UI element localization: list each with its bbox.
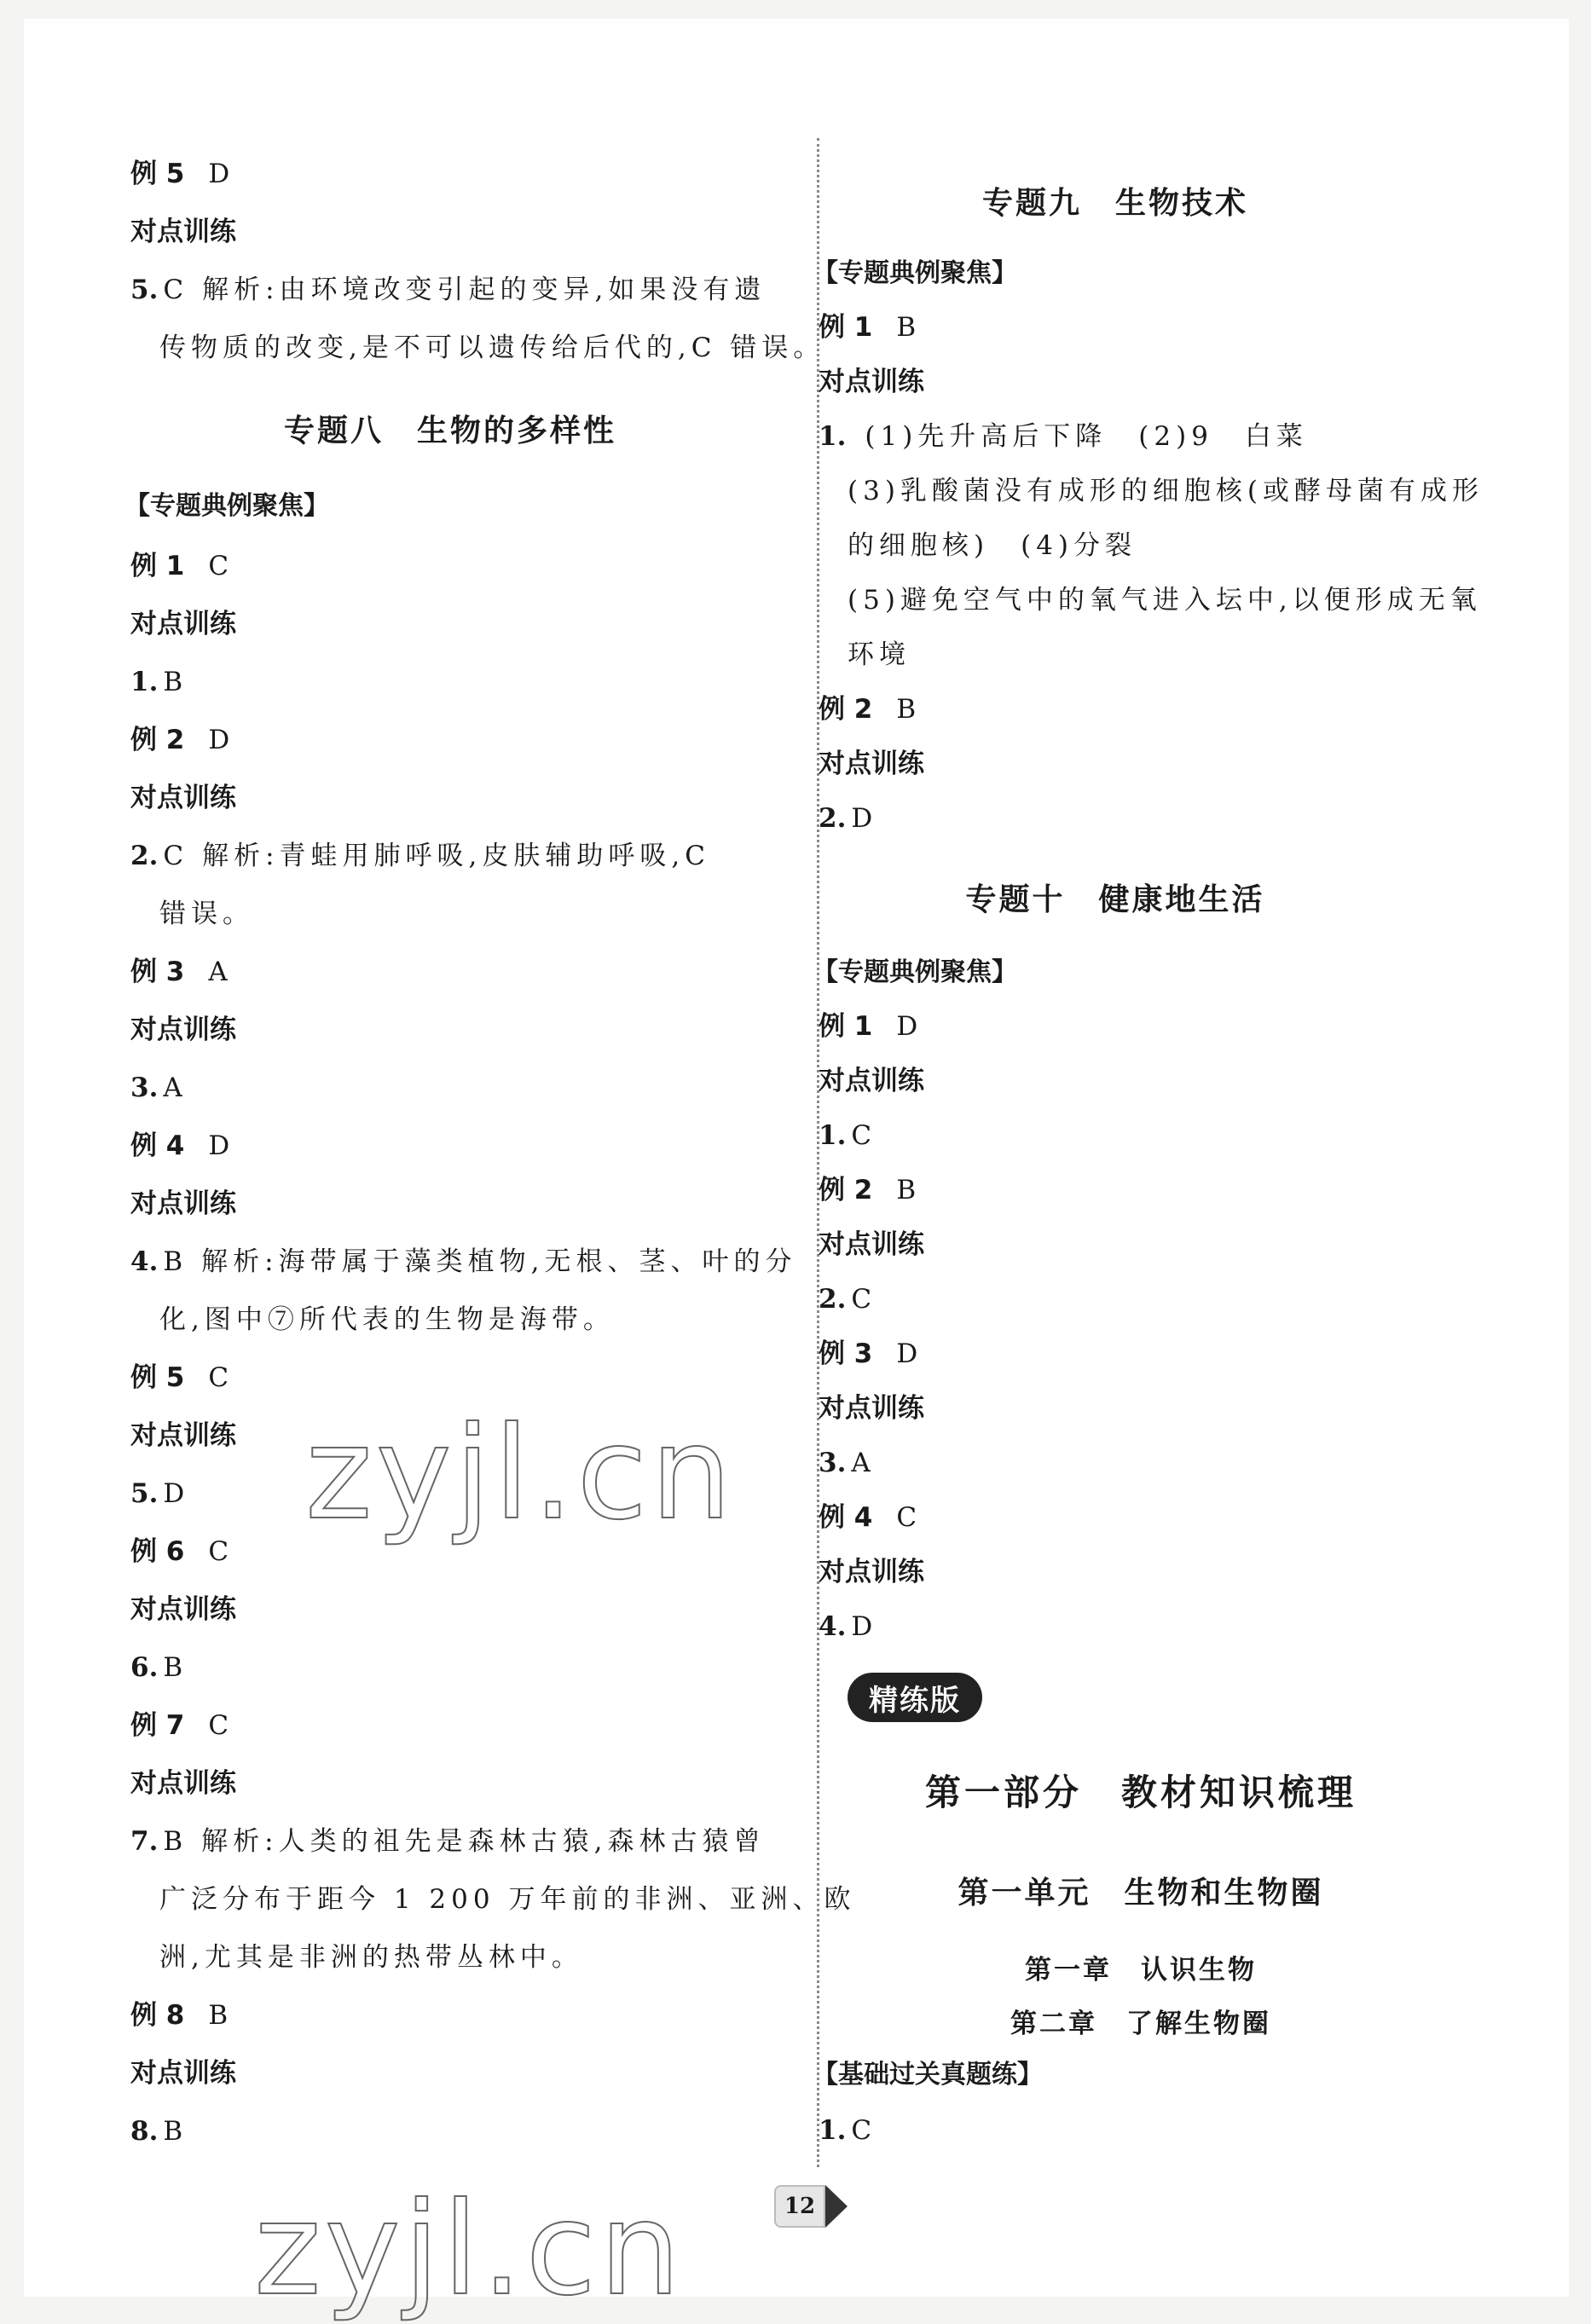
answer-line <box>130 1591 236 1628</box>
example-label: 例 4 <box>819 1502 873 1533</box>
practice-label: 对点训练 <box>819 1393 924 1424</box>
answer-line <box>130 155 229 193</box>
answer-line <box>130 271 766 309</box>
answer-choice: B <box>163 1826 183 1857</box>
answer-line <box>130 2113 182 2150</box>
example-label: 例 7 <box>130 1710 185 1741</box>
practice-label: 对点训练 <box>130 783 236 813</box>
answer-line <box>819 1499 917 1536</box>
question-number: 1. <box>130 667 159 697</box>
answer-choice: C <box>851 2115 872 2146</box>
question-number: 1. <box>819 421 847 452</box>
section-9-title: 专题九 生物技术 <box>981 186 1248 221</box>
page-number-label: 12 <box>774 2185 825 2228</box>
explanation-text: 的细胞核) (4)分裂 <box>848 530 1137 561</box>
page-number <box>774 2184 856 2229</box>
answer-choice: C <box>851 1120 872 1151</box>
answer-line <box>130 1533 229 1570</box>
practice-label: 对点训练 <box>130 2058 236 2089</box>
answer-line <box>819 745 924 783</box>
answer-choice: B <box>896 1175 917 1205</box>
explanation-text: (1)先升高后下降 (2)9 白菜 <box>865 421 1308 452</box>
answer-choice: B <box>163 2116 183 2147</box>
answer-line <box>130 663 182 701</box>
answer-line <box>130 1011 236 1049</box>
answer-line <box>130 1359 229 1396</box>
answer-line <box>130 837 710 875</box>
part-title: 第一部分 教材知识梳理 <box>924 1772 1357 1813</box>
watermark: zyjl.cn <box>305 1400 736 1548</box>
example-label: 例 5 <box>130 1362 185 1393</box>
question-number: 2. <box>819 803 847 834</box>
answer-choice: C <box>208 1536 229 1567</box>
answer-line <box>819 418 1308 455</box>
question-number: 4. <box>819 1611 847 1642</box>
question-number: 1. <box>819 2115 847 2146</box>
answer-line <box>819 1553 924 1591</box>
practice-label: 对点训练 <box>130 609 236 639</box>
practice-label: 对点训练 <box>819 1557 924 1587</box>
practice-label: 对点训练 <box>819 1066 924 1096</box>
answer-choice: C <box>163 275 184 305</box>
answer-line <box>130 1243 796 1281</box>
page <box>24 19 1569 2324</box>
answer-line <box>819 1117 871 1154</box>
question-number: 1. <box>819 1120 847 1151</box>
page-arrow-icon <box>825 2185 848 2228</box>
practice-label: 对点训练 <box>130 1015 236 1045</box>
answer-choice: A <box>163 1072 182 1103</box>
question-number: 4. <box>130 1246 159 1277</box>
answer-choice: D <box>896 1338 918 1369</box>
answer-choice: D <box>208 1130 230 1161</box>
watermark: zyjl.cn <box>254 2176 685 2324</box>
answer-choice: B <box>896 312 917 343</box>
explanation-text: 解析:青蛙用肺呼吸,皮肤辅助呼吸,C <box>202 841 710 871</box>
question-number: 3. <box>130 1072 159 1103</box>
chapter-1-title: 第一章 认识生物 <box>1025 1955 1257 1986</box>
example-label: 例 1 <box>819 1011 873 1042</box>
explanation-text: (3)乳酸菌没有成形的细胞核(或酵母菌有成形 <box>848 476 1484 506</box>
answer-line <box>848 527 1137 564</box>
answer-choice: B <box>208 2000 229 2031</box>
answer-line <box>130 1765 236 1802</box>
answer-line <box>819 309 916 346</box>
explanation-text: 传物质的改变,是不可以遗传给后代的,C 错误。 <box>159 332 825 363</box>
answer-line <box>130 1127 229 1165</box>
example-label: 例 1 <box>130 551 185 581</box>
example-label: 例 2 <box>819 1175 873 1205</box>
answer-line <box>130 1417 236 1454</box>
answer-line <box>819 2112 871 2149</box>
answer-line <box>848 636 911 673</box>
answer-choice: D <box>208 159 230 189</box>
example-label: 例 2 <box>130 725 185 755</box>
example-label: 例 3 <box>819 1338 873 1369</box>
explanation-text: 洲,尤其是非洲的热带丛林中。 <box>159 1942 583 1973</box>
answer-choice: C <box>163 841 184 871</box>
answer-line <box>159 895 254 933</box>
answer-line <box>130 1069 182 1107</box>
question-number: 8. <box>130 2116 159 2147</box>
section-10-focus-label: 【专题典例聚焦】 <box>813 957 1017 987</box>
answer-line <box>819 1444 871 1482</box>
answer-line <box>819 1335 917 1373</box>
answer-choice: C <box>208 1362 229 1393</box>
answer-line <box>848 472 1484 510</box>
example-label: 例 8 <box>130 2000 185 2031</box>
answer-line <box>819 1062 924 1100</box>
section-8-focus-label: 【专题典例聚焦】 <box>124 491 329 521</box>
practice-label: 对点训练 <box>130 1420 236 1451</box>
answer-choice: D <box>163 1478 185 1509</box>
answer-line <box>130 779 236 817</box>
practice-label: 对点训练 <box>819 749 924 779</box>
explanation-text: (5)避免空气中的氧气进入坛中,以便形成无氧 <box>848 585 1482 616</box>
explanation-text: 解析:人类的祖先是森林古猿,森林古猿曾 <box>201 1826 766 1857</box>
question-number: 6. <box>130 1652 159 1683</box>
example-label: 例 1 <box>819 312 873 343</box>
answer-line <box>130 1649 182 1686</box>
answer-line <box>130 1997 228 2034</box>
answer-line <box>130 721 229 759</box>
answer-choice: D <box>208 725 230 755</box>
answer-line <box>130 2055 236 2092</box>
answer-choice: D <box>896 1011 918 1042</box>
answer-choice: B <box>163 667 183 697</box>
question-number: 2. <box>130 841 159 871</box>
explanation-text: 环境 <box>848 639 911 670</box>
explanation-text: 错误。 <box>159 899 254 929</box>
answer-choice: B <box>163 1246 183 1277</box>
practice-label: 对点训练 <box>130 1594 236 1625</box>
answer-line <box>130 605 236 643</box>
answer-choice: B <box>163 1652 183 1683</box>
example-label: 例 2 <box>819 694 873 725</box>
answer-line <box>159 329 824 367</box>
answer-line <box>159 1939 583 1976</box>
explanation-text: 解析:海带属于藻类植物,无根、茎、叶的分 <box>201 1246 797 1277</box>
example-label: 例 6 <box>130 1536 185 1567</box>
answer-choice: B <box>896 694 917 725</box>
section-9-focus-label: 【专题典例聚焦】 <box>813 258 1017 288</box>
practice-label: 对点训练 <box>130 217 236 247</box>
answer-line <box>130 547 229 585</box>
section-8-title: 专题八 生物的多样性 <box>283 413 616 448</box>
question-number: 7. <box>130 1826 159 1857</box>
answer-line <box>848 581 1482 619</box>
example-label: 例 4 <box>130 1130 185 1161</box>
answer-line <box>819 1390 924 1427</box>
answer-line <box>130 1707 229 1744</box>
section-10-title: 专题十 健康地生活 <box>965 882 1265 917</box>
answer-line <box>130 1823 765 1860</box>
answer-line <box>819 1608 872 1645</box>
answer-choice: C <box>208 551 229 581</box>
answer-line <box>819 1008 917 1045</box>
answer-line <box>130 953 228 991</box>
unit-title: 第一单元 生物和生物圈 <box>957 1875 1324 1911</box>
answer-line <box>130 1475 184 1512</box>
answer-line <box>819 800 872 837</box>
answer-line <box>159 1881 855 1918</box>
jinglianban-badge: 精练版 <box>848 1673 982 1722</box>
answer-choice: D <box>851 1611 873 1642</box>
explanation-text: 解析:由环境改变引起的变异,如果没有遗 <box>202 275 767 305</box>
practice-label: 对点训练 <box>130 1188 236 1219</box>
answer-line <box>819 1226 924 1263</box>
answer-line <box>819 1281 871 1318</box>
answer-line <box>130 213 236 251</box>
answer-line <box>130 1185 236 1223</box>
example-label: 例 5 <box>130 159 185 189</box>
answer-choice: A <box>851 1448 871 1478</box>
basic-practice-label: 【基础过关真题练】 <box>813 2060 1043 2090</box>
explanation-text: 广泛分布于距今 1 200 万年前的非洲、亚洲、欧 <box>159 1884 856 1915</box>
answer-line <box>819 691 916 728</box>
answer-line <box>819 1171 916 1209</box>
question-number: 3. <box>819 1448 847 1478</box>
explanation-text: 化,图中⑦所代表的生物是海带。 <box>159 1304 615 1335</box>
chapter-2-title: 第二章 了解生物圈 <box>1010 2009 1271 2039</box>
answer-choice: C <box>208 1710 229 1741</box>
example-label: 例 3 <box>130 957 185 987</box>
answer-choice: C <box>851 1284 872 1315</box>
answer-line <box>819 363 924 401</box>
answer-line <box>159 1301 615 1338</box>
practice-label: 对点训练 <box>130 1768 236 1799</box>
practice-label: 对点训练 <box>819 367 924 397</box>
question-number: 5. <box>130 275 159 305</box>
answer-choice: D <box>851 803 873 834</box>
question-number: 5. <box>130 1478 159 1509</box>
answer-choice: C <box>896 1502 917 1533</box>
question-number: 2. <box>819 1284 847 1315</box>
answer-choice: A <box>208 957 228 987</box>
practice-label: 对点训练 <box>819 1229 924 1260</box>
